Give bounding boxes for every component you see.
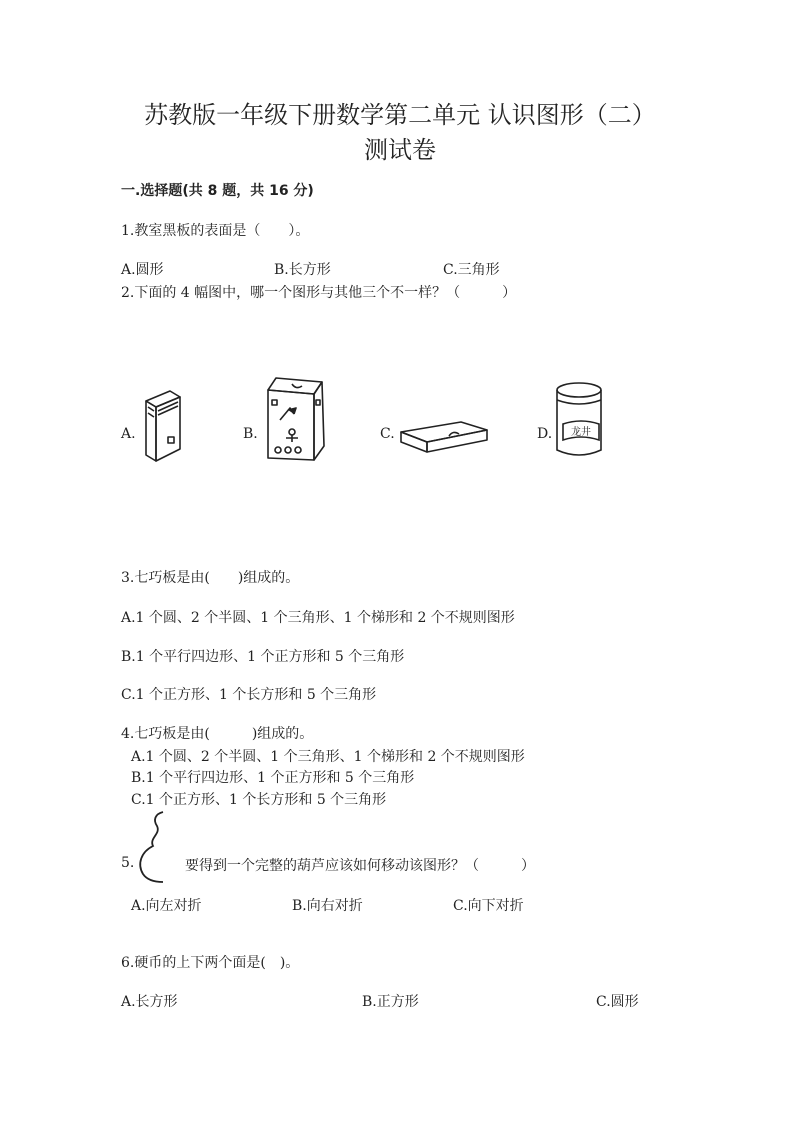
question-5-option-b: B.向右对折: [292, 898, 363, 914]
page-title: 苏教版一年级下册数学第二单元 认识图形（二）: [144, 101, 656, 129]
question-3-option-b: B.1 个平行四边形、1 个正方形和 5 个三角形: [121, 649, 405, 665]
question-1-option-c: C.三角形: [443, 262, 500, 278]
question-4-option-c: C.1 个正方形、1 个长方形和 5 个三角形: [131, 792, 387, 808]
carton-box-picture: [262, 374, 328, 462]
question-2-label-d: D.: [537, 426, 553, 442]
half-gourd-picture: [133, 808, 173, 884]
question-2-label-c: C.: [380, 426, 395, 442]
tea-jar-picture: [551, 378, 611, 460]
book-picture: [140, 385, 186, 465]
question-6-option-b: B.正方形: [362, 994, 419, 1010]
question-4-stem: 4.七巧板是由( )组成的。: [121, 726, 314, 742]
question-5-option-a: A.向左对折: [131, 898, 202, 914]
question-4-option-b: B.1 个平行四边形、1 个正方形和 5 个三角形: [131, 770, 415, 786]
question-6-option-a: A.长方形: [121, 994, 178, 1010]
question-1-option-b: B.长方形: [274, 262, 331, 278]
question-2-label-b: B.: [243, 426, 258, 442]
question-3-option-a: A.1 个圆、2 个半圆、1 个三角形、1 个梯形和 2 个不规则图形: [121, 610, 515, 626]
page-subtitle: 测试卷: [364, 136, 436, 164]
question-5-option-c: C.向下对折: [453, 898, 524, 914]
question-2-stem: 2.下面的 4 幅图中，哪一个图形与其他三个不一样？（ ）: [121, 285, 517, 301]
question-1-option-a: A.圆形: [121, 262, 164, 278]
question-4-option-a: A.1 个圆、2 个半圆、1 个三角形、1 个梯形和 2 个不规则图形: [131, 749, 525, 765]
question-1-stem: 1.教室黑板的表面是（ ）。: [121, 223, 310, 239]
jar-label-text: 龙井: [571, 427, 591, 438]
question-5-number: 5.: [121, 855, 135, 871]
question-5-stem: 要得到一个完整的葫芦应该如何移动该图形？（ ）: [185, 858, 535, 874]
question-6-option-c: C.圆形: [596, 994, 639, 1010]
question-3-stem: 3.七巧板是由( )组成的。: [121, 570, 300, 586]
question-6-stem: 6.硬币的上下两个面是( )。: [121, 955, 300, 971]
flat-box-picture: [397, 412, 493, 456]
question-2-label-a: A.: [121, 426, 136, 442]
section-heading: 一.选择题(共 8 题，共 16 分): [121, 183, 314, 199]
question-3-option-c: C.1 个正方形、1 个长方形和 5 个三角形: [121, 687, 377, 703]
